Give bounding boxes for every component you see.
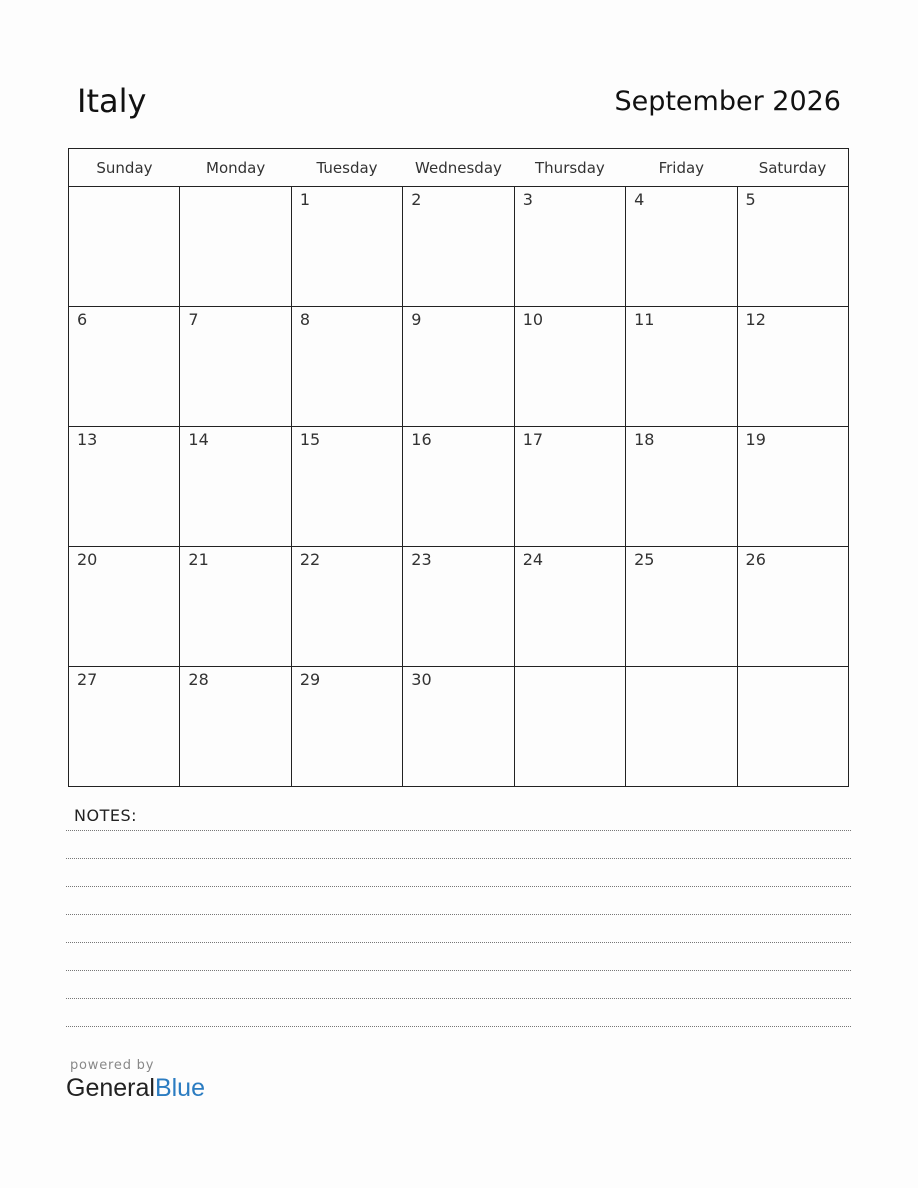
week-row bbox=[69, 307, 849, 427]
weekday-header-row bbox=[69, 149, 849, 187]
weekday-header: Tuesday bbox=[291, 149, 402, 187]
weekday-header: Wednesday bbox=[403, 149, 514, 187]
day-cell: 8 bbox=[291, 307, 402, 427]
brand-blue: Blue bbox=[154, 1074, 205, 1102]
day-cell bbox=[626, 667, 737, 787]
day-cell: 6 bbox=[69, 307, 180, 427]
page-title-month: September 2026 bbox=[614, 86, 841, 117]
weekday-header: Monday bbox=[180, 149, 291, 187]
note-line bbox=[66, 1026, 851, 1027]
day-cell: 19 bbox=[737, 427, 848, 547]
day-cell: 14 bbox=[180, 427, 291, 547]
day-cell: 29 bbox=[291, 667, 402, 787]
weekday-header: Saturday bbox=[737, 149, 848, 187]
day-cell: 4 bbox=[626, 187, 737, 307]
day-cell: 17 bbox=[514, 427, 625, 547]
day-cell: 27 bbox=[69, 667, 180, 787]
day-cell: 22 bbox=[291, 547, 402, 667]
weekday-header: Friday bbox=[626, 149, 737, 187]
day-cell: 16 bbox=[403, 427, 514, 547]
day-cell bbox=[180, 187, 291, 307]
week-row bbox=[69, 667, 849, 787]
day-cell: 5 bbox=[737, 187, 848, 307]
notes-label: NOTES: bbox=[74, 806, 137, 825]
note-line bbox=[66, 886, 851, 887]
day-cell: 13 bbox=[69, 427, 180, 547]
day-cell: 2 bbox=[403, 187, 514, 307]
note-line bbox=[66, 830, 851, 831]
day-cell bbox=[514, 667, 625, 787]
brand-logo[interactable] bbox=[66, 1074, 205, 1103]
week-row bbox=[69, 187, 849, 307]
day-cell: 28 bbox=[180, 667, 291, 787]
day-cell: 12 bbox=[737, 307, 848, 427]
day-cell: 9 bbox=[403, 307, 514, 427]
day-cell: 7 bbox=[180, 307, 291, 427]
weekday-header: Thursday bbox=[514, 149, 625, 187]
day-cell: 24 bbox=[514, 547, 625, 667]
note-line bbox=[66, 998, 851, 999]
day-cell: 10 bbox=[514, 307, 625, 427]
day-cell: 26 bbox=[737, 547, 848, 667]
week-row bbox=[69, 547, 849, 667]
page-title-country: Italy bbox=[77, 82, 147, 120]
day-cell: 11 bbox=[626, 307, 737, 427]
note-line bbox=[66, 970, 851, 971]
weekday-header: Sunday bbox=[69, 149, 180, 187]
day-cell bbox=[737, 667, 848, 787]
note-line bbox=[66, 942, 851, 943]
day-cell: 23 bbox=[403, 547, 514, 667]
week-row bbox=[69, 427, 849, 547]
day-cell bbox=[69, 187, 180, 307]
calendar-grid bbox=[68, 148, 849, 787]
day-cell: 18 bbox=[626, 427, 737, 547]
day-cell: 15 bbox=[291, 427, 402, 547]
day-cell: 30 bbox=[403, 667, 514, 787]
brand-general: General bbox=[66, 1074, 155, 1102]
day-cell: 21 bbox=[180, 547, 291, 667]
note-line bbox=[66, 858, 851, 859]
day-cell: 25 bbox=[626, 547, 737, 667]
day-cell: 3 bbox=[514, 187, 625, 307]
day-cell: 1 bbox=[291, 187, 402, 307]
powered-by-text: powered by bbox=[70, 1058, 155, 1073]
day-cell: 20 bbox=[69, 547, 180, 667]
note-line bbox=[66, 914, 851, 915]
